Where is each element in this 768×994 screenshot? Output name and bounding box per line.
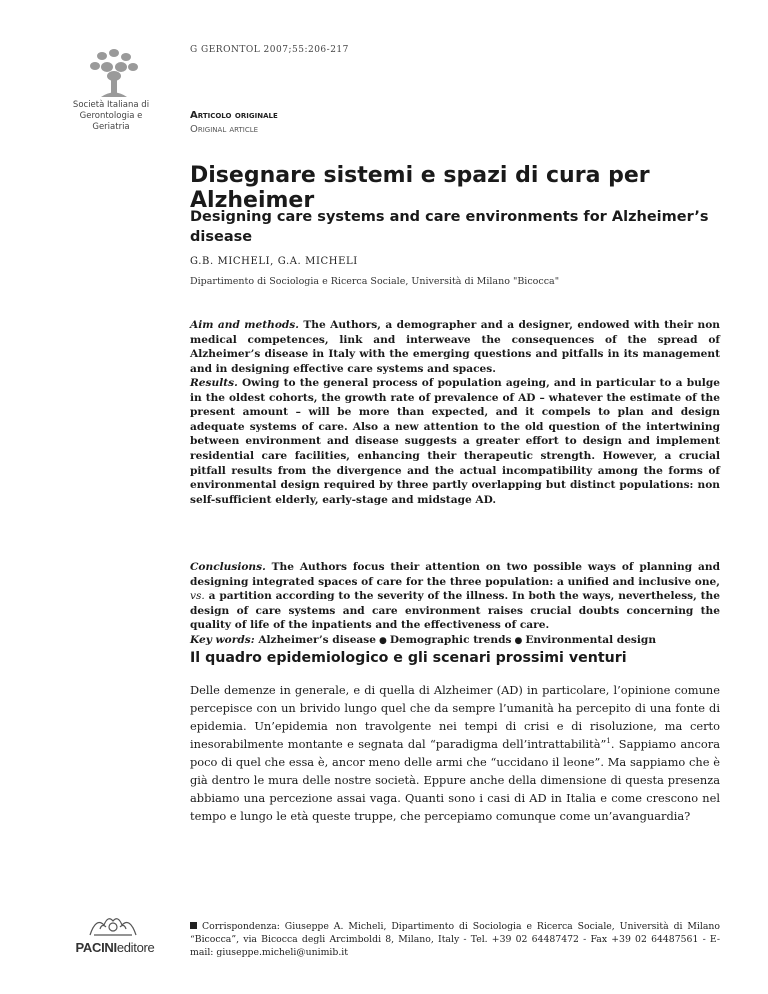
abstract-conclusions-text: The Authors focus their attention on two possible ways of planning and designing integrated spaces of care for the three population: a unified and inclusive one, [190, 561, 720, 588]
abstract-aim-text: The Authors, a demographer and a designer, endowed with their non medical competences, link and interweave the consequences of the spread of Alzheimer’s disease in Italy with the emerging questions and pitfalls in its management and in designing effective care systems and spaces. [190, 319, 720, 375]
publisher-name-bold: PACINI [75, 940, 117, 955]
authors: G.B. MICHELI, G.A. MICHELI [190, 256, 358, 267]
body-paragraph [190, 681, 720, 825]
abstract-conclusions-text: a partition according to the severity of the illness. In both the ways, nevertheless, the design of care systems and care environment raises crucial doubts concerning the quality of life of the inpatients and the effectiveness of care. [190, 590, 720, 632]
abstract-aim [190, 318, 720, 376]
article-title: Disegnare sistemi e spazi di cura per Alzheimer [190, 163, 650, 213]
abstract-results-label: Results. [190, 377, 238, 389]
correspondence-note [190, 920, 720, 959]
keyword: Demographic trends [389, 634, 512, 646]
publisher-name [72, 940, 158, 955]
keywords-label: Key words: [190, 634, 255, 646]
affiliation: Dipartimento di Sociologia e Ricerca Sociale, Università di Milano "Bicocca" [190, 276, 560, 287]
article-type-label-english: Original article [190, 124, 259, 135]
society-logo-icon [84, 48, 144, 100]
article-type-label: Articolo originale [190, 110, 278, 121]
abstract-conclusions [190, 560, 720, 633]
abstract-conclusions-label: Conclusions. [190, 561, 266, 573]
abstract-results-text: Owing to the general process of population ageing, and in particular to a bulge in the oldest cohorts, the growth rate of prevalence of AD – whatever the estimate of the present amount – will be more than expected, and it compels to plan and design adequate systems of care. Also a new attention to the old question of the intertwining between environment and disease suggests a greater effort to design and implement residential care facilities, enhancing their therapeutic strength. However, a crucial pitfall results from the divergence and the actual incompatibility among the forms of environmental design required by three partly overlapping but distinct populations: non self-sufficient elderly, early-stage and midstage AD. [190, 377, 720, 506]
publisher-emblem-icon [86, 913, 140, 939]
body-text: Delle demenze in generale, e di quella di Alzheimer (AD) in particolare, l’opinione comune percepisce con un brivido lungo quel che da sempre l’umanità ha percepito di una fonte di epidemia. Un’epidemia non travolgente nei tempi di crisi e di risoluzione, ma certo inesorabilmente montante e segnata dal “paradigma dell’intrattabilità” [190, 683, 720, 751]
article-subtitle: Designing care systems and care environments for Alzheimer’s disease [190, 209, 709, 245]
footnote-ref: 1 [606, 737, 611, 745]
bullet-separator: ● [514, 636, 523, 646]
square-bullet-icon [190, 922, 197, 929]
society-name-line: Gerontologia e [79, 111, 143, 121]
section-heading: Il quadro epidemiologico e gli scenari prossimi venturi [190, 650, 627, 666]
keywords [190, 634, 656, 646]
journal-reference: G GERONTOL 2007;55:206-217 [190, 45, 349, 55]
society-name [60, 100, 162, 133]
body-text: . Sappiamo ancora poco di quel che essa è, ancor meno delle armi che “uccidano il leone”. Ma sappiamo che è già dentro le mura delle nostre società. Eppure anche della dimensione di questa presenza abbiamo una percezione assai vaga. Quanti sono i casi di AD in Italia e come crescono nel tempo e lungo le età queste truppe, che percepiamo comunque come un’avanguardia? [190, 737, 720, 823]
society-name-line: Società Italiana di [72, 100, 150, 110]
abstract-results [190, 376, 720, 507]
abstract-conclusions-vs: vs. [190, 590, 205, 603]
abstract-aim-label: Aim and methods. [190, 319, 299, 331]
correspondence-text: Corrispondenza: Giuseppe A. Micheli, Dipartimento di Sociologia e Ricerca Sociale, Università di Milano “Bicocca”, via Bicocca degli Arcimboldi 8, Milano, Italy - Tel. +39 02 64487472 - Fax +39 02 64487561 - E-mail: giuseppe.micheli@unimib.it [190, 921, 720, 958]
society-name-line: Geriatria [92, 122, 130, 132]
keyword: Alzheimer’s disease [258, 634, 377, 646]
keyword: Environmental design [525, 634, 657, 646]
bullet-separator: ● [379, 636, 387, 646]
publisher-name-rest: editore [116, 940, 155, 955]
